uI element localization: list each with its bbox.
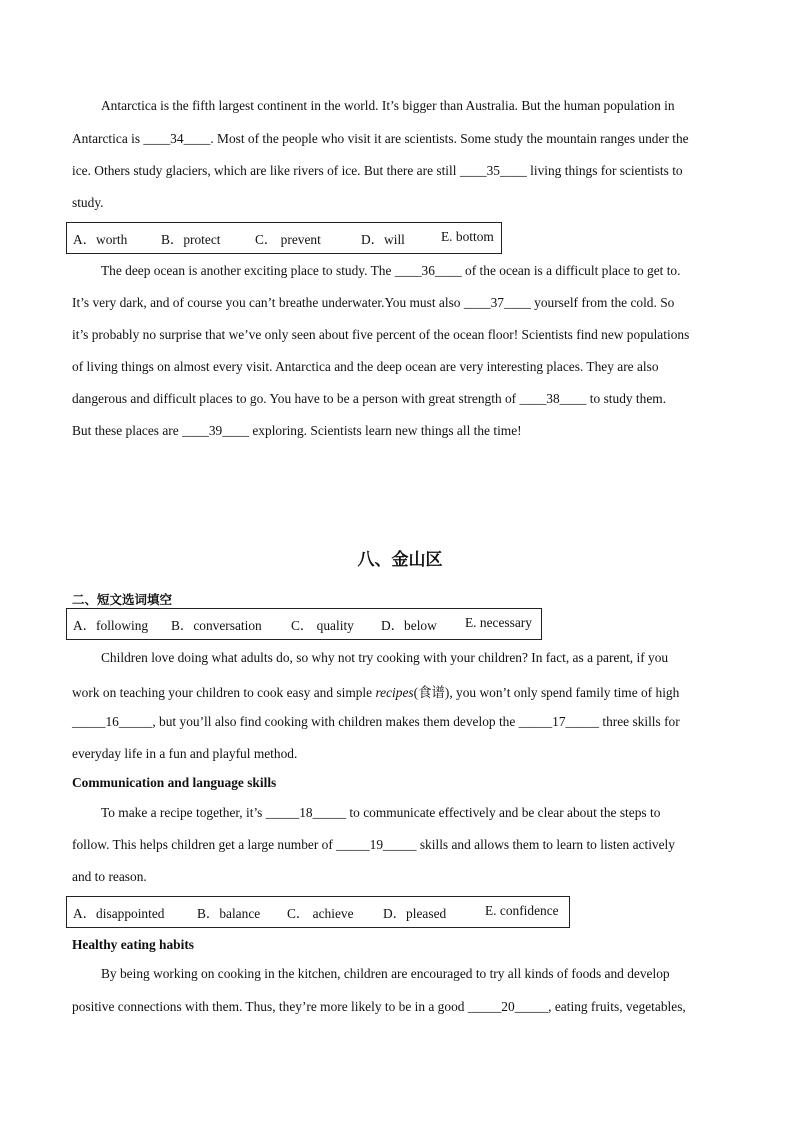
blank-18[interactable]: _____18_____ xyxy=(265,805,347,820)
blank-36[interactable]: ____36____ xyxy=(394,263,462,278)
option-c: C． achieve xyxy=(287,906,354,921)
passage3-line3 xyxy=(72,714,732,730)
option-d: D．below xyxy=(381,618,437,633)
option-e: E. bottom xyxy=(441,229,494,244)
option-b: B．protect xyxy=(161,232,221,247)
subheading-healthy-eating: Healthy eating habits xyxy=(72,937,195,952)
blank-17[interactable]: _____17_____ xyxy=(518,714,599,729)
text: To make a recipe together, it’s xyxy=(101,805,266,820)
word-bank-box-1 xyxy=(66,222,502,254)
text: ice. Others study glaciers, which are like rivers of ice. But there are still xyxy=(72,163,460,178)
text: of the ocean is a difficult place to get to. xyxy=(461,263,681,278)
text: , but you’ll also find cooking with children makes them develop the xyxy=(152,714,519,729)
passage1-line3 xyxy=(72,163,732,179)
option-c: C． prevent xyxy=(255,232,321,247)
blank-37[interactable]: ____37____ xyxy=(463,295,531,310)
word-bank-box-2 xyxy=(66,608,542,640)
blank-34[interactable]: ____34____ xyxy=(143,131,211,146)
blank-39[interactable]: ____39____ xyxy=(182,423,250,438)
passage3-line6 xyxy=(72,837,732,853)
passage2-line4: of living things on almost every visit. Antarctica and the deep ocean are very interesting places. They are also xyxy=(72,359,659,374)
text: to study them. xyxy=(586,391,667,406)
passage2-line5 xyxy=(72,391,732,407)
text: living things for scientists to xyxy=(526,163,683,178)
passage2-line6 xyxy=(72,423,732,439)
text: to communicate effectively and be clear about the steps to xyxy=(346,805,661,820)
text: follow. This helps children get a large number of xyxy=(72,837,337,852)
option-b: B．balance xyxy=(197,906,261,921)
passage4-line2 xyxy=(72,999,732,1015)
text: three skills for xyxy=(599,714,680,729)
recipes-word: recipes xyxy=(375,685,414,700)
option-a: A．following xyxy=(73,618,149,633)
text: skills and allows them to learn to listen actively xyxy=(416,837,675,852)
blank-38[interactable]: ____38____ xyxy=(519,391,587,406)
option-d: D．will xyxy=(361,232,405,247)
text: The deep ocean is another exciting place to study. The xyxy=(101,263,395,278)
blank-20[interactable]: _____20_____ xyxy=(467,999,549,1014)
option-e: E. confidence xyxy=(485,903,559,918)
option-c: C． quality xyxy=(291,618,354,633)
option-d: D．pleased xyxy=(383,906,447,921)
passage4-line1: By being working on cooking in the kitchen, children are encouraged to try all kinds of foods and develop xyxy=(101,966,670,981)
passage3-line4: everyday life in a fun and playful method. xyxy=(72,746,298,761)
passage2-line2 xyxy=(72,295,732,311)
passage3-line1: Children love doing what adults do, so why not try cooking with your children? In fact, as a parent, if you xyxy=(101,650,669,665)
blank-19[interactable]: _____19_____ xyxy=(336,837,417,852)
passage2-line3: it’s probably no surprise that we’ve only seen about five percent of the ocean floor! Scientists find new populations xyxy=(72,327,690,342)
text: exploring. Scientists learn new things all the time! xyxy=(249,423,522,438)
text: , eating fruits, vegetables, xyxy=(548,999,686,1014)
blank-35[interactable]: ____35____ xyxy=(459,163,527,178)
text: yourself from the cold. So xyxy=(530,295,675,310)
text: dangerous and difficult places to go. You have to be a person with great strength of xyxy=(72,391,520,406)
passage3-line2 xyxy=(72,682,732,701)
word-bank-box-3 xyxy=(66,896,570,928)
text: (食谱), you won’t only spend family time of high xyxy=(413,685,680,700)
text: Antarctica is xyxy=(72,131,144,146)
passage3-line5 xyxy=(101,805,761,821)
passage3-line7: and to reason. xyxy=(72,869,147,884)
passage1-line1: Antarctica is the fifth largest continent in the world. It’s bigger than Australia. But the human population in xyxy=(101,98,675,113)
option-a: A．worth xyxy=(73,232,128,247)
text: . Most of the people who visit it are scientists. Some study the mountain ranges under the xyxy=(210,131,689,146)
text: It’s very dark, and of course you can’t breathe underwater.You must also xyxy=(72,295,464,310)
blank-16[interactable]: _____16_____ xyxy=(72,714,153,729)
text: positive connections with them. Thus, they’re more likely to be in a good xyxy=(72,999,468,1014)
text: work on teaching your children to cook easy and simple xyxy=(72,685,376,700)
section-title: 八、金山区 xyxy=(357,550,443,570)
passage2-line1 xyxy=(101,263,761,279)
section-label: 二、短文选词填空 xyxy=(72,592,173,607)
option-b: B．conversation xyxy=(171,618,262,633)
option-e: E. necessary xyxy=(465,615,532,630)
option-a: A．disappointed xyxy=(73,906,165,921)
passage1-line2 xyxy=(72,131,732,147)
subheading-communication: Communication and language skills xyxy=(72,775,277,790)
text: But these places are xyxy=(72,423,183,438)
passage1-line4: study. xyxy=(72,195,104,210)
